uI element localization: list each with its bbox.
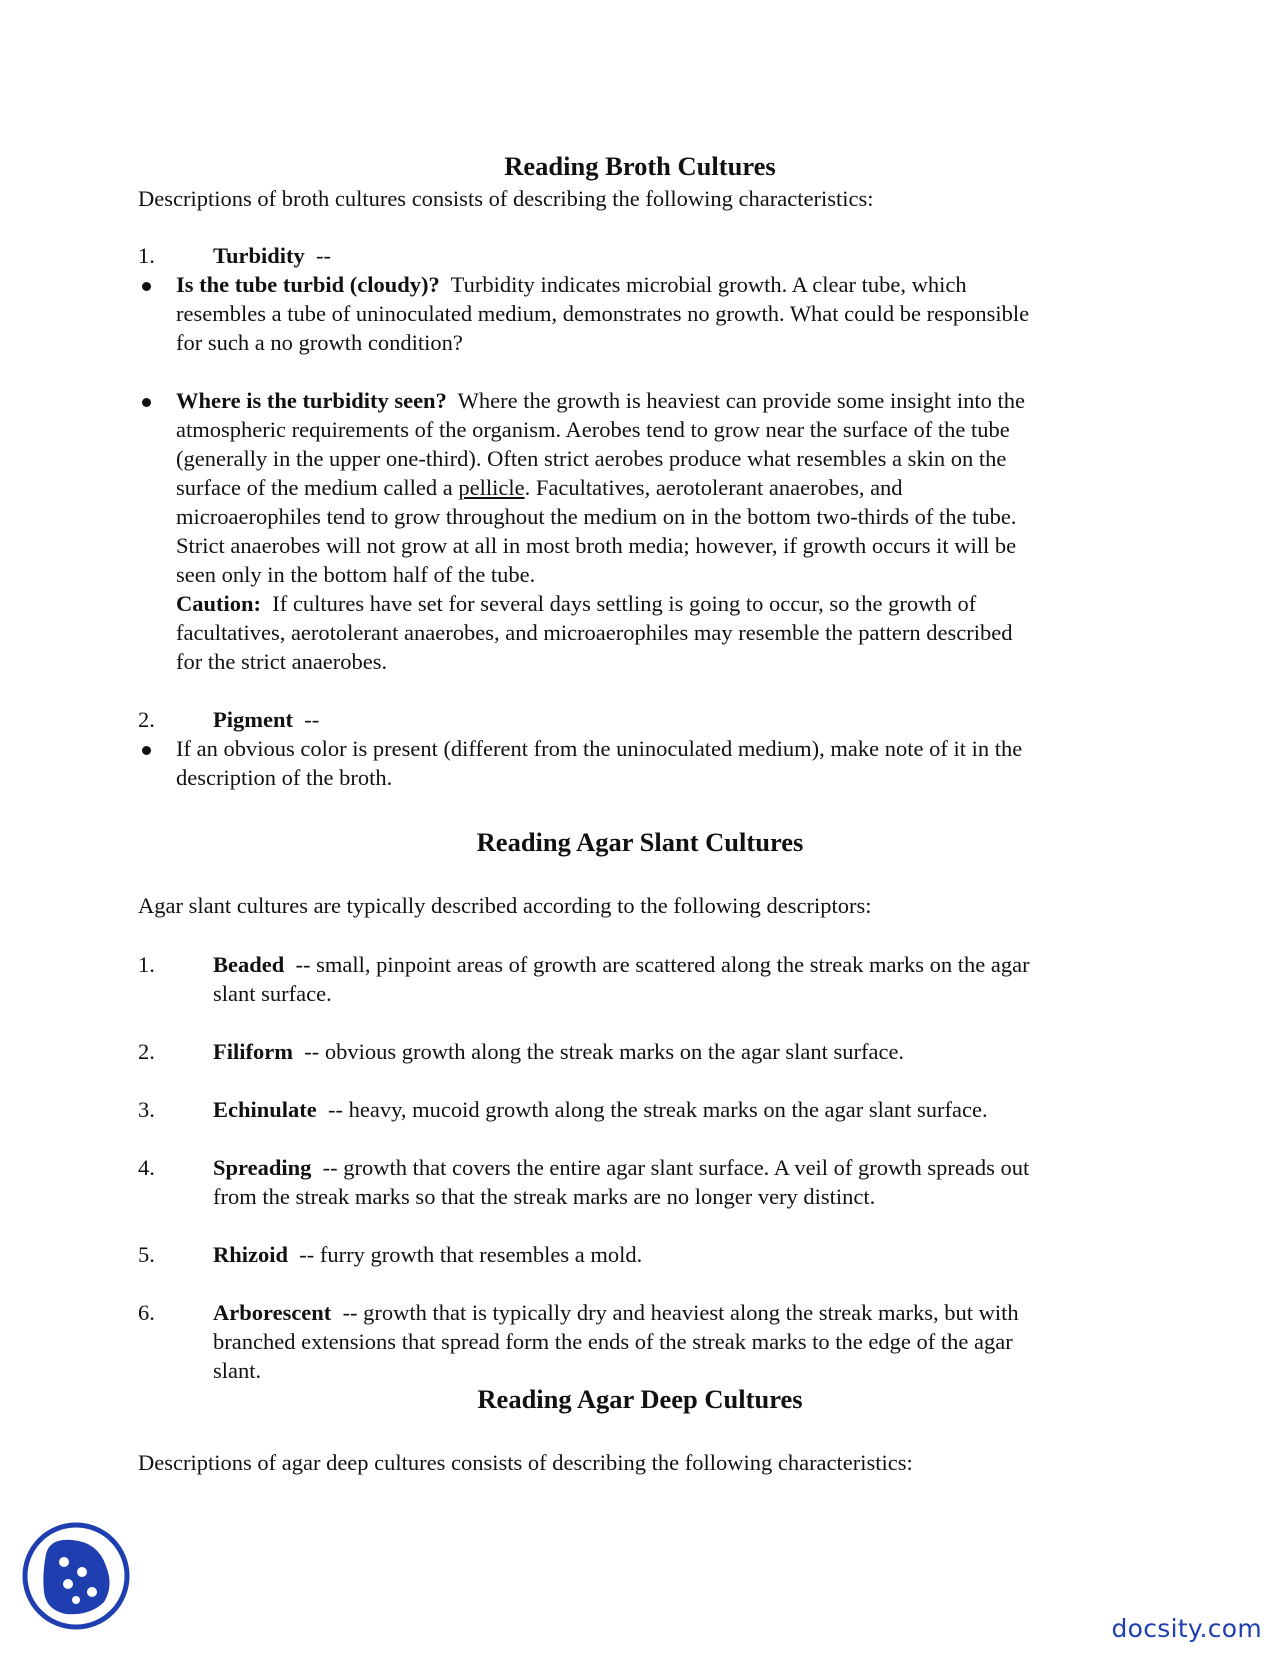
slant-item-filiform <box>213 1037 904 1066</box>
turbidity-seen-lead: Where is the turbidity seen? <box>176 388 447 413</box>
turbidity-sep: -- <box>315 243 331 268</box>
filiform-text: -- obvious growth along the streak marks on the agar slant surface. <box>304 1039 905 1064</box>
turbidity-seen-line3: (generally in the upper one-third). Often strict aerobes produce what resembles a skin on the <box>176 446 1007 471</box>
broth-title: Reading Broth Cultures <box>504 151 776 181</box>
turbid-question-text: Turbidity indicates microbial growth. A clear tube, which <box>450 272 967 297</box>
slant-item-2-number: 2. <box>138 1039 155 1064</box>
slant-item-beaded <box>213 950 1030 979</box>
caution-label: Caution: <box>176 591 262 616</box>
turbidity-seen-line2: atmospheric requirements of the organism. Aerobes tend to grow near the surface of the tube <box>176 417 1010 442</box>
turbid-question-lead: Is the tube turbid (cloudy)? <box>176 272 440 297</box>
turbid-question-line3: for such a no growth condition? <box>176 330 463 355</box>
slant-item-arborescent <box>213 1298 1019 1327</box>
beaded-text-cont: slant surface. <box>213 981 332 1006</box>
arborescent-text-cont: branched extensions that spread form the ends of the streak marks to the edge of the agar <box>213 1329 1013 1354</box>
broth-item-2-number: 2. <box>138 707 155 732</box>
pigment-sep: -- <box>304 707 320 732</box>
caution-line2: facultatives, aerotolerant anaerobes, and microaerophiles may resemble the pattern described <box>176 620 1013 645</box>
slant-item-3-number: 3. <box>138 1097 155 1122</box>
filiform-label: Filiform <box>213 1039 293 1064</box>
slant-item-1-number: 1. <box>138 952 155 977</box>
turbid-question-line2: resembles a tube of uninoculated medium, demonstrates no growth. What could be responsible <box>176 301 1030 326</box>
rhizoid-label: Rhizoid <box>213 1242 289 1267</box>
slant-intro: Agar slant cultures are typically described according to the following descriptors: <box>138 893 872 918</box>
turbidity-seen-line7: seen only in the bottom half of the tube. <box>176 562 536 587</box>
broth-item-1 <box>213 241 331 270</box>
bullet-dot <box>142 746 151 755</box>
slant-item-echinulate <box>213 1095 988 1124</box>
slant-item-6-number: 6. <box>138 1300 155 1325</box>
spreading-text-cont: from the streak marks so that the streak marks are no longer very distinct. <box>213 1184 876 1209</box>
turbidity-seen-line5: microaerophiles tend to grow throughout the medium on in the bottom two-thirds of the tube. <box>176 504 1017 529</box>
turbidity-label: Turbidity <box>213 243 305 268</box>
spreading-text: -- growth that covers the entire agar slant surface. A veil of growth spreads out <box>322 1155 1030 1180</box>
slant-item-4-number: 4. <box>138 1155 155 1180</box>
deep-intro: Descriptions of agar deep cultures consists of describing the following characteristics: <box>138 1450 913 1475</box>
caution-text: If cultures have set for several days settling is going to occur, so the growth of <box>272 591 977 616</box>
echinulate-label: Echinulate <box>213 1097 317 1122</box>
turbid-question-line1 <box>176 270 967 299</box>
beaded-label: Beaded <box>213 952 285 977</box>
rhizoid-text: -- furry growth that resembles a mold. <box>299 1242 643 1267</box>
caution-line3: for the strict anaerobes. <box>176 649 388 674</box>
docsity-logo-icon <box>20 1520 132 1632</box>
slant-item-5-number: 5. <box>138 1242 155 1267</box>
arborescent-label: Arborescent <box>213 1300 332 1325</box>
beaded-text: -- small, pinpoint areas of growth are scattered along the streak marks on the agar <box>295 952 1030 977</box>
spreading-label: Spreading <box>213 1155 312 1180</box>
deep-title: Reading Agar Deep Cultures <box>477 1384 803 1414</box>
line4-post: . Facultatives, aerotolerant anaerobes, and <box>524 475 903 500</box>
arborescent-text: -- growth that is typically dry and heaviest along the streak marks, but with <box>342 1300 1019 1325</box>
docsity-site-link[interactable]: docsity.com <box>1111 1614 1262 1643</box>
bullet-dot <box>142 282 151 291</box>
line4-pre: surface of the medium called a <box>176 475 453 500</box>
broth-item-1-number: 1. <box>138 243 155 268</box>
turbidity-seen-line4 <box>176 473 903 502</box>
bullet-dot <box>142 398 151 407</box>
pigment-line2: description of the broth. <box>176 765 393 790</box>
pellicle-term: pellicle <box>458 475 525 500</box>
slant-title: Reading Agar Slant Cultures <box>476 827 804 857</box>
caution-line1 <box>176 589 976 618</box>
arborescent-text-cont2: slant. <box>213 1358 262 1383</box>
turbidity-seen-line1 <box>176 386 1025 415</box>
slant-item-rhizoid <box>213 1240 642 1269</box>
pigment-line1: If an obvious color is present (different from the uninoculated medium), make note of it in the <box>176 736 1023 761</box>
slant-item-spreading <box>213 1153 1029 1182</box>
broth-intro: Descriptions of broth cultures consists of describing the following characteristics: <box>138 186 874 211</box>
echinulate-text: -- heavy, mucoid growth along the streak marks on the agar slant surface. <box>328 1097 988 1122</box>
turbidity-seen-line6: Strict anaerobes will not grow at all in most broth media; however, if growth occurs it will be <box>176 533 1017 558</box>
pigment-label: Pigment <box>213 707 293 732</box>
turbidity-seen-text: Where the growth is heaviest can provide some insight into the <box>457 388 1026 413</box>
broth-item-2 <box>213 705 319 734</box>
